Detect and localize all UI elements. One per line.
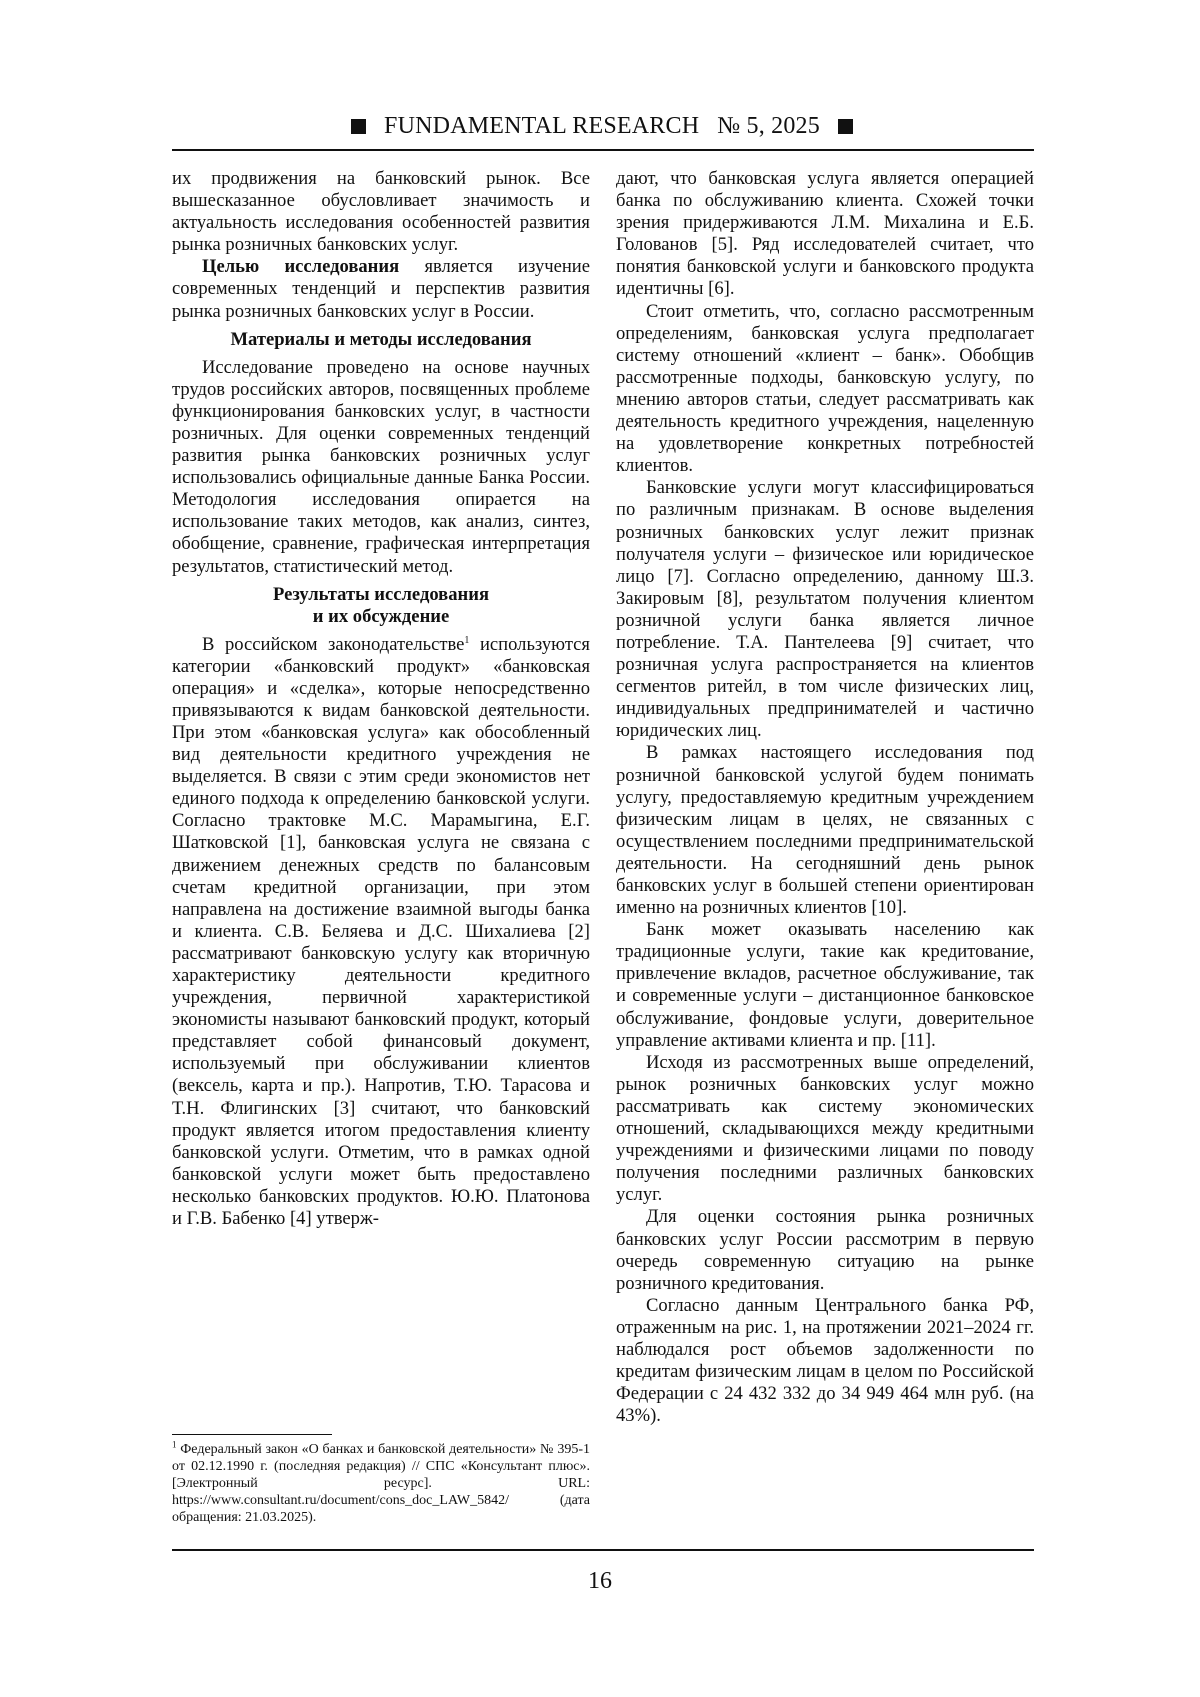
heading-line: и их обсуждение — [312, 605, 450, 627]
footnote-rule — [172, 1434, 332, 1435]
paragraph-text: В российском законодательстве — [202, 633, 465, 655]
paragraph: Для оценки состояния рынка розничных банковских услуг России рассмотрим в первую очередь современную ситуацию на рынке розничного кредитования. — [616, 1206, 1034, 1294]
journal-title: FUNDAMENTAL RESEARCH — [384, 112, 700, 139]
section-heading-methods: Материалы и методы исследования — [230, 328, 532, 350]
header-rule — [172, 149, 1034, 151]
square-bullet-icon — [351, 119, 366, 134]
paragraph: Исходя из рассмотренных выше определений, рынок розничных банковских услуг можно рассматривать как систему экономических отношений, складывающихся между кредитными учреждениями и физическими лицами по поводу получения последними различных банковских услуг. — [616, 1051, 1034, 1206]
heading-line: Результаты исследования — [272, 583, 490, 605]
paragraph — [172, 634, 590, 1231]
paragraph-text: используются категории «банковский продукт» «банковская операция» и «сделка», которые непосредственно привязываются к видам банковской деятельности. При этом «банковская услуга» как обособленный вид деятельности кредитного учреждения не выделяется. В связи с этим среди экономистов нет единого подхода к определению банковской услуги. Согласно трактовке М.С. Марамыгина, Е.Г. Шатковской [1], банковская услуга не связана с движением денежных средств по балансовым счетам кредитной организации, при этом направлена на достижение взаимной выгоды банка и клиента. С.В. Беляева и Д.С. Шихалиева [2] рассматривают банковскую услугу как вторичную характеристику деятельности кредитного учреждения, первичной характеристикой экономисты называют банковский продукт, который представляет собой финансовый документ, используемый при обслуживании клиентов (вексель, карта и пр.). Напротив, Т.Ю. Тарасова и Т.Н. Флигинских [3] считают, что банковский продукт является итогом предоставления клиенту банковской услуги. Отметим, что в рамках одной банковской услуги может быть предоставлено несколько банковских продуктов. Ю.Ю. Платонова и Г.В. Бабенко [4] утверж- — [172, 633, 590, 1230]
footnote — [172, 1441, 590, 1526]
paragraph: Согласно данным Центрального банка РФ, отраженным на рис. 1, на протяжении 2021–2024 гг. наблюдался рост объемов задолженности по кредитам физическим лицам в целом по Российской Федерации с 24 432 332 до 34 949 464 млн руб. (на 43%). — [616, 1294, 1034, 1427]
paragraph-text: является изучение современных тенденций и перспектив развития рынка розничных банковских услуг в России. — [172, 256, 591, 322]
paragraph: Банковские услуги могут классифицироваться по различным признакам. В основе выделения розничных банковских услуг лежит признак получателя услуги – физическое или юридическое лицо [7]. Согласно определению, данному Ш.З. Закировым [8], результатом получения клиентом розничной услуги банка является личное потребление. Т.А. Пантелеева [9] считает, что розничная услуга распространяется на клиентов сегментов ритейл, в том числе физических лиц, индивидуальных предпринимателей и частично юридических лиц. — [616, 477, 1034, 742]
paragraph — [172, 256, 590, 322]
paragraph: В рамках настоящего исследования под розничной банковской услугой будем понимать услугу, предоставляемую кредитным учреждением физическим лицам в целях, не связанных с осуществлением последними предпринимательской деятельности. На сегодняшний день рынок банковских услуг в большей степени ориентирован именно на розничных клиентов [10]. — [616, 742, 1034, 919]
section-heading-results — [172, 584, 590, 628]
page-number: 16 — [588, 1568, 612, 1594]
paragraph: дают, что банковская услуга является операцией банка по обслуживанию клиента. Схожей точки зрения придерживаются Л.М. Михалина и Е.Б. Голованов [5]. Ряд исследователей считает, что понятия банковской услуги и банковского продукта идентичны [6]. — [616, 168, 1034, 300]
paragraph: Стоит отметить, что, согласно рассмотренным определениям, банковская услуга предполагает систему отношений «клиент – банк». Обобщив рассмотренные подходы, банковскую услугу, по мнению авторов статьи, следует рассматривать как деятельность кредитного учреждения, нацеленную на удовлетворение конкретных потребностей клиентов. — [616, 300, 1034, 477]
paragraph: Исследование проведено на основе научных трудов российских авторов, посвященных проблеме функционирования банковских услуг, в частности розничных. Для оценки современных тенденций развития рынка банковских розничных услуг использовались официальные данные Банка России. Методология исследования опирается на использование таких методов, как анализ, синтез, обобщение, сравнение, графическая интерпретация результатов, статистический метод. — [172, 356, 590, 577]
footnote-number: 1 — [172, 1439, 177, 1450]
paragraph: их продвижения на банковский рынок. Все вышесказанное обусловливает значимость и актуальность исследования особенностей развития рынка розничных банковских услуг. — [172, 168, 590, 256]
bold-lead: Целью исследования — [202, 256, 400, 278]
square-bullet-icon — [838, 119, 853, 134]
right-column — [616, 168, 1034, 1427]
left-column — [172, 168, 590, 1230]
footnote-ref: 1 — [464, 634, 470, 646]
footnote-text: Федеральный закон «О банках и банковской деятельности» № 395-1 от 02.12.1990 г. (последняя редакция) // СПС «Консультант плюс». [Электронный ресурс]. URL: https://www.consultant.ru/document/cons_doc_LAW_5842/ (дата обращения: 21.03.2025). — [172, 1442, 590, 1525]
running-header — [170, 108, 1034, 144]
footer-rule — [172, 1549, 1034, 1551]
issue-number: № 5, 2025 — [717, 112, 820, 139]
paragraph: Банк может оказывать населению как традиционные услуги, такие как кредитование, привлечение вкладов, расчетное обслуживание, так и современные услуги – дистанционное банковское обслуживание, фондовые услуги, доверительное управление активами клиента и пр. [11]. — [616, 919, 1034, 1051]
